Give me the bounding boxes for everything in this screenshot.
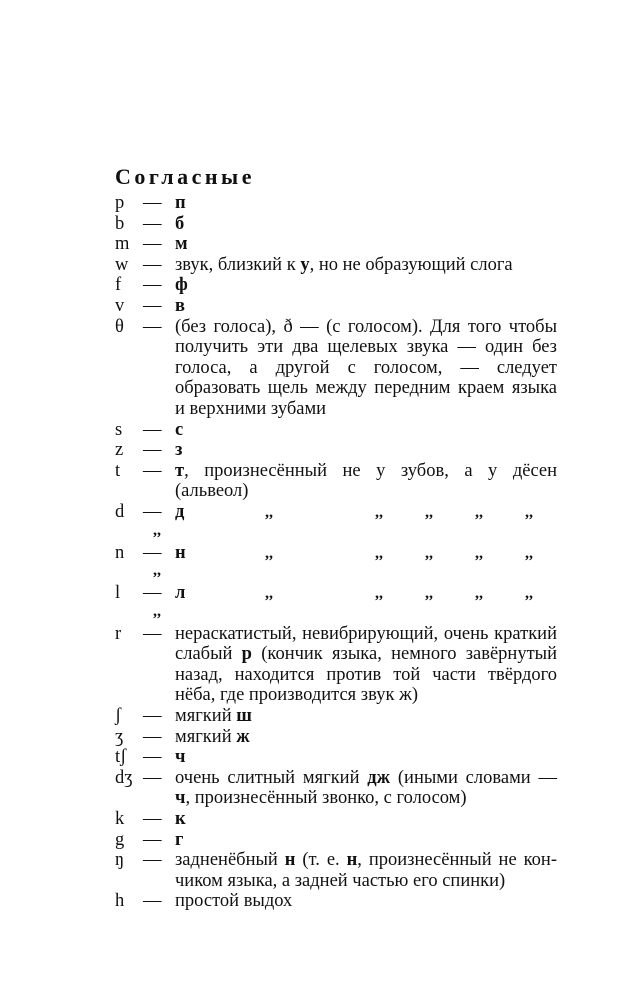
dash: — [143,316,162,337]
ditto-mark: ,, [425,585,433,603]
phonetic-symbol: s [115,419,123,440]
phonetic-symbol: k [115,809,125,830]
ditto-line [115,604,557,624]
description [175,624,557,706]
consonant-entry [115,624,557,706]
section-heading: Согласные [115,164,255,189]
dash: — [143,501,162,522]
consonant-entry [115,891,557,912]
dash: — [143,891,162,912]
description [175,440,557,461]
russian-letter: в [175,295,185,316]
consonant-entry [115,850,557,891]
russian-letter: у [300,254,310,275]
consonant-entry [115,768,557,809]
description [175,461,557,502]
consonant-entry [115,440,557,461]
consonant-entry [115,706,557,727]
description [175,214,557,235]
description-text: (кончик языка, немного завёрнутый назад, находится против той части твёрдого нёба, где производится звук ж) [175,644,557,706]
ditto-mark: ,, [525,585,533,603]
dash: — [143,767,162,788]
description-text: мягкий [175,726,237,747]
dash: — [143,542,162,563]
ditto-line [115,523,557,543]
phonetic-symbol: b [115,213,125,234]
russian-letter: н [175,542,186,563]
phonetic-symbol: z [115,440,124,461]
ditto-mark: ,, [425,544,433,562]
description-text: , но не образующий слога [309,254,513,275]
russian-letter: ч [175,788,186,809]
ditto-mark: ,, [475,503,483,521]
dash: — [143,809,162,830]
ditto-mark: ,, [375,503,383,521]
description-text: звук, близкий к [175,254,301,275]
russian-letter: г [175,829,184,850]
phonetic-symbol: θ [115,316,124,337]
description [175,420,557,441]
consonant-list [115,193,557,912]
russian-letter: д [175,501,185,522]
description [175,317,557,420]
description [175,830,557,851]
phonetic-symbol: p [115,193,125,213]
dash: — [143,440,162,461]
description-text: простой выдох [175,891,293,912]
description [175,234,557,255]
dash: — [143,623,162,644]
russian-letter: р [241,644,252,665]
russian-letter: м [175,234,188,255]
consonant-entry [115,255,557,276]
description-text: очень слитный мягкий [175,767,368,788]
russian-letter: н [284,850,296,871]
description-text: (т. е. [295,850,347,871]
phonetic-symbol: d [115,501,125,522]
consonant-entry [115,747,557,768]
dash: — [143,829,162,850]
ditto-mark: ,, [265,585,273,603]
dash: — [143,275,162,296]
consonant-entry [115,317,557,420]
ditto-mark: ,, [475,585,483,603]
ditto-mark: ,, [375,544,383,562]
consonant-entry [115,830,557,851]
consonant-entry [115,193,557,214]
dash: — [143,726,162,747]
description [175,891,557,912]
description-text: (иными словами — [390,767,557,788]
description [175,768,557,809]
dash: — [143,419,162,440]
page [115,163,557,912]
dash: — [143,193,162,213]
dash: — [143,213,162,234]
phonetic-symbol: h [115,891,125,912]
phonetic-symbol: ʃ [115,706,122,727]
consonant-entry [115,296,557,317]
russian-letter: п [175,193,186,213]
russian-letter: т [175,460,185,481]
phonetic-symbol: t [115,460,121,481]
description-text: нераскатистый, невибрирующий, очень краткий слабый [175,623,557,665]
phonetic-symbol: g [115,829,125,850]
ditto-mark: ,, [375,585,383,603]
phonetic-symbol: dʒ [115,767,133,788]
phonetic-symbol: w [115,254,129,275]
description-text: , произнесённый не кончиком языка, а задней частью его спинки) [175,850,557,891]
ditto-mark: ,, [153,521,161,539]
dash: — [143,254,162,275]
description [175,296,557,317]
phonetic-symbol: f [115,275,122,296]
consonant-entry [115,214,557,235]
phonetic-symbol: v [115,295,125,316]
ditto-mark: ,, [525,503,533,521]
description-text: , произнесённый звонко, с голосом) [185,788,467,809]
ditto-mark: ,, [475,544,483,562]
ditto-mark: ,, [153,602,161,620]
description-text: (без голоса), ð — (с голосом). Для того чтобы получить эти два щелевых звука — один без голоса, а другой с голосом, — следует образовать щель между передним краем языка и верхними зубами [175,316,557,419]
dash: — [143,460,162,481]
russian-letter: б [175,213,185,234]
phonetic-symbol: tʃ [115,747,127,768]
phonetic-symbol: ʒ [115,726,124,747]
consonant-entry [115,543,557,564]
russian-letter: з [175,440,183,461]
russian-letter: ж [236,726,250,747]
ditto-mark: ,, [265,503,273,521]
description [175,747,557,768]
phonetic-symbol: m [115,234,130,255]
consonant-entry [115,727,557,748]
description [175,727,557,748]
ditto-mark: ,, [525,544,533,562]
ditto-mark: ,, [153,562,161,580]
dash: — [143,850,162,871]
description [175,255,557,276]
description-text: , произнесённый не у зубов, а у дёсен (альвеол) [175,460,557,502]
russian-letter: ш [236,706,252,727]
consonant-entry [115,502,557,523]
dash: — [143,747,162,768]
ditto-mark: ,, [265,544,273,562]
russian-letter: ч [175,747,186,768]
ditto-mark: ,, [425,503,433,521]
description-text: мягкий [175,706,237,727]
description [175,850,557,891]
description [175,193,557,214]
dash: — [143,706,162,727]
consonant-entry [115,234,557,255]
description-text: задненёбный [175,850,285,871]
description [175,583,185,604]
phonetic-symbol: ŋ [115,850,125,871]
russian-letter: н [346,850,358,871]
consonant-entry [115,461,557,502]
description [175,543,186,564]
dash: — [143,234,162,255]
dash: — [143,583,162,604]
consonant-entry [115,809,557,830]
russian-letter: ф [175,275,188,296]
description [175,809,557,830]
russian-letter: с [175,419,184,440]
russian-letter: л [175,583,186,604]
consonant-entry [115,420,557,441]
consonant-entry [115,275,557,296]
description [175,706,557,727]
description [175,502,184,523]
phonetic-symbol: l [115,583,121,604]
russian-letter: к [175,809,186,830]
ditto-line [115,563,557,583]
consonant-entry [115,583,557,604]
description [175,275,557,296]
russian-letter: дж [367,767,391,788]
phonetic-symbol: n [115,542,125,563]
phonetic-symbol: r [115,623,122,644]
dash: — [143,295,162,316]
